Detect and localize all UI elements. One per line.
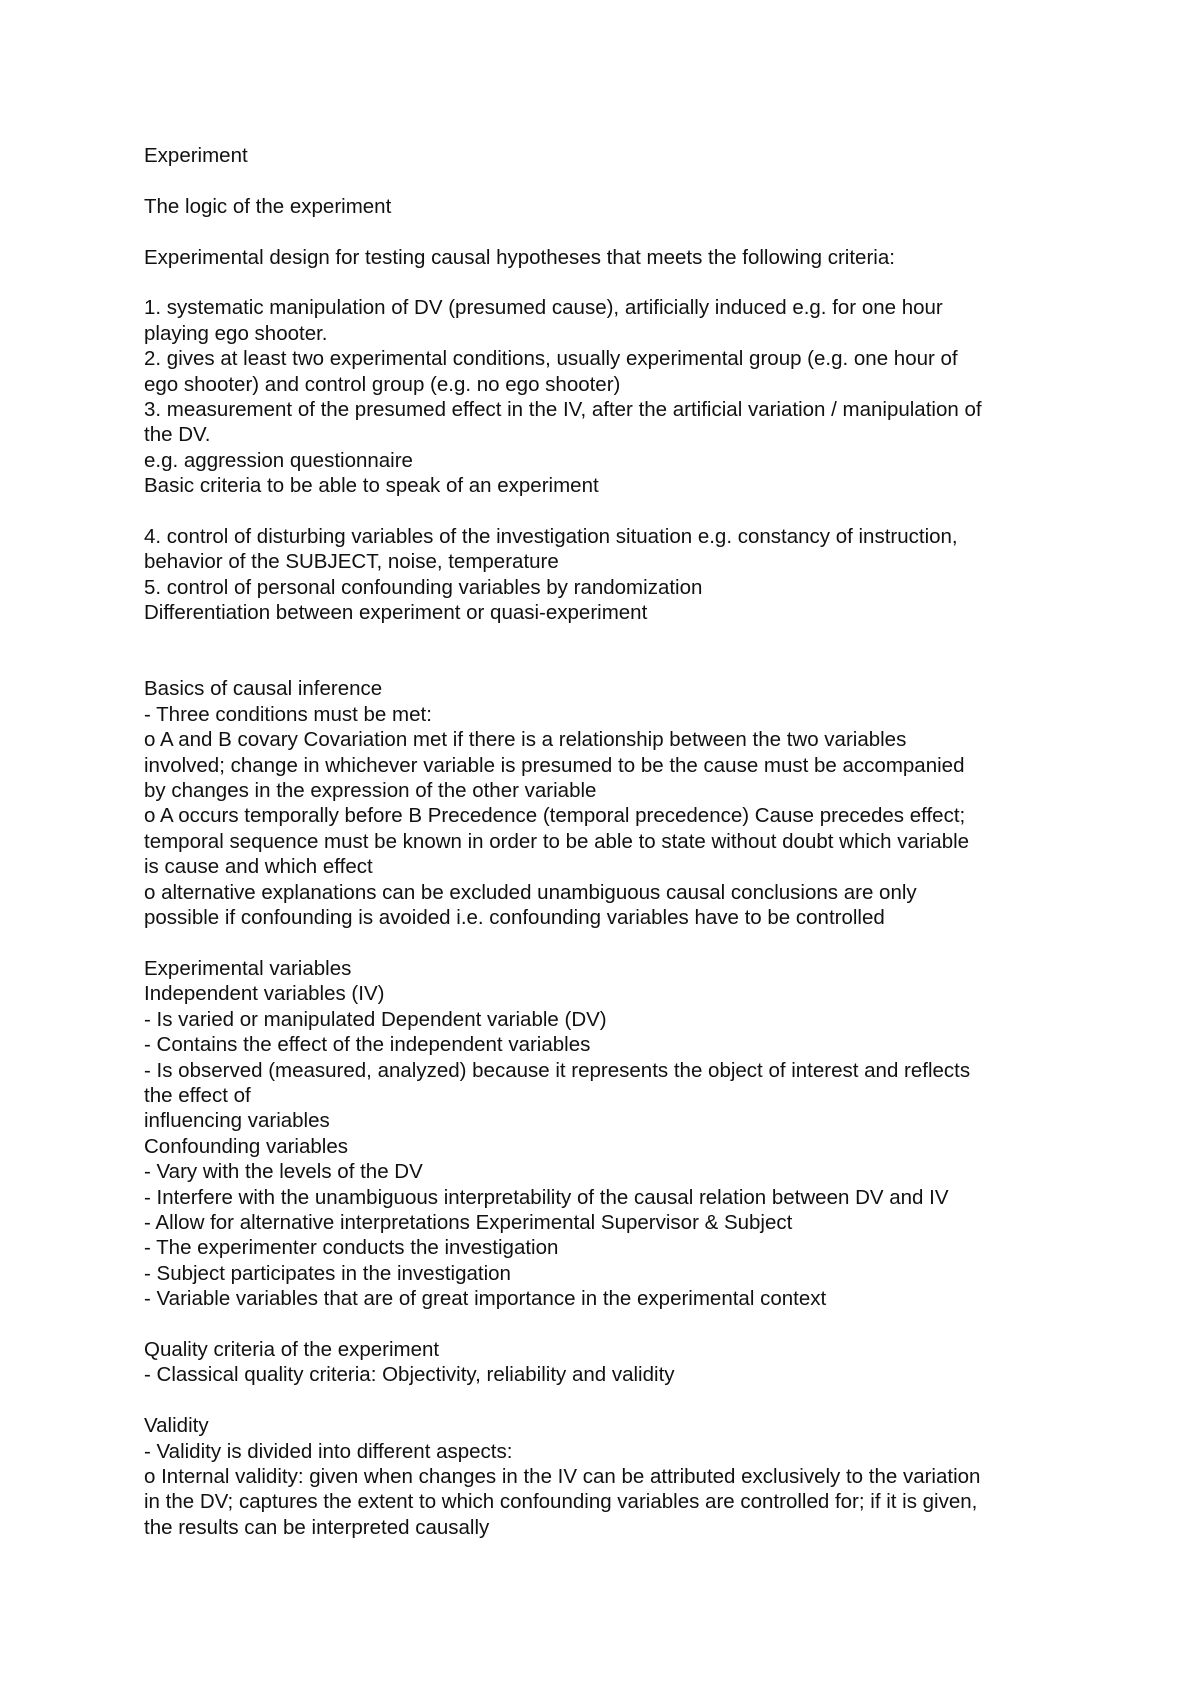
- text-line: behavior of the SUBJECT, noise, temperature: [144, 550, 559, 574]
- blank-line: [144, 270, 1074, 295]
- text-line: - Subject participates in the investigation: [144, 1261, 511, 1285]
- text-line: - Is observed (measured, analyzed) because it represents the object of interest and reflects: [144, 1058, 971, 1082]
- text-line: by changes in the expression of the other variable: [144, 779, 597, 803]
- text-line: - Variable variables that are of great importance in the experimental context: [144, 1287, 827, 1311]
- text-line: Differentiation between experiment or quasi-experiment: [144, 601, 648, 625]
- text-line: ego shooter) and control group (e.g. no ego shooter): [144, 372, 621, 396]
- text-line: - Validity is divided into different aspects:: [144, 1439, 513, 1463]
- blank-line: [144, 931, 1074, 956]
- text-line: Basic criteria to be able to speak of an experiment: [144, 474, 599, 498]
- text-line: 3. measurement of the presumed effect in the IV, after the artificial variation / manipulation of: [144, 398, 982, 422]
- text-line: o A occurs temporally before B Precedence (temporal precedence) Cause precedes effect;: [144, 804, 966, 828]
- text-line: o Internal validity: given when changes in the IV can be attributed exclusively to the variation: [144, 1464, 981, 1488]
- text-line: the results can be interpreted causally: [144, 1515, 490, 1539]
- text-line: e.g. aggression questionnaire: [144, 448, 413, 472]
- text-line: - Allow for alternative interpretations Experimental Supervisor & Subject: [144, 1210, 793, 1234]
- blank-line: [144, 1388, 1074, 1413]
- text-line: o A and B covary Covariation met if there is a relationship between the two variables: [144, 728, 907, 752]
- text-line: - Interfere with the unambiguous interpretability of the causal relation between DV and IV: [144, 1185, 949, 1209]
- text-line: The logic of the experiment: [144, 194, 392, 218]
- document-page: [144, 143, 1074, 1540]
- text-line: - Three conditions must be met:: [144, 702, 432, 726]
- text-line: - Vary with the levels of the DV: [144, 1160, 423, 1184]
- text-line: Validity: [144, 1414, 209, 1438]
- document-body: [144, 143, 1074, 1540]
- text-line: Basics of causal inference: [144, 677, 383, 701]
- text-line: 4. control of disturbing variables of the investigation situation e.g. constancy of instruction,: [144, 525, 958, 549]
- blank-line: [144, 499, 1074, 524]
- blank-line: [144, 219, 1074, 244]
- text-line: Experimental variables: [144, 956, 352, 980]
- text-line: 5. control of personal confounding variables by randomization: [144, 575, 703, 599]
- text-line: Experiment: [144, 144, 248, 167]
- blank-line: [144, 1312, 1074, 1337]
- text-line: Independent variables (IV): [144, 982, 385, 1006]
- text-line: possible if confounding is avoided i.e. confounding variables have to be controlled: [144, 906, 885, 930]
- blank-line: [144, 168, 1074, 193]
- text-line: - Contains the effect of the independent variables: [144, 1033, 591, 1057]
- text-line: - Is varied or manipulated Dependent variable (DV): [144, 1007, 607, 1031]
- text-line: in the DV; captures the extent to which confounding variables are controlled for; if it is given,: [144, 1490, 978, 1514]
- text-line: the effect of: [144, 1083, 251, 1107]
- text-line: - Classical quality criteria: Objectivity, reliability and validity: [144, 1363, 675, 1387]
- text-line: influencing variables: [144, 1109, 330, 1133]
- text-line: is cause and which effect: [144, 855, 373, 879]
- text-line: the DV.: [144, 423, 211, 447]
- text-line: playing ego shooter.: [144, 321, 328, 345]
- text-line: 2. gives at least two experimental conditions, usually experimental group (e.g. one hour of: [144, 347, 958, 371]
- text-line: involved; change in whichever variable is presumed to be the cause must be accompanied: [144, 753, 965, 777]
- blank-line: [144, 651, 1074, 676]
- text-line: temporal sequence must be known in order to be able to state without doubt which variable: [144, 829, 970, 853]
- text-line: o alternative explanations can be excluded unambiguous causal conclusions are only: [144, 880, 917, 904]
- text-line: Quality criteria of the experiment: [144, 1337, 440, 1361]
- text-line: - The experimenter conducts the investigation: [144, 1236, 559, 1260]
- text-line: 1. systematic manipulation of DV (presumed cause), artificially induced e.g. for one hour: [144, 296, 943, 320]
- text-line: Confounding variables: [144, 1134, 348, 1158]
- blank-line: [144, 626, 1074, 651]
- text-line: Experimental design for testing causal hypotheses that meets the following criteria:: [144, 245, 895, 269]
